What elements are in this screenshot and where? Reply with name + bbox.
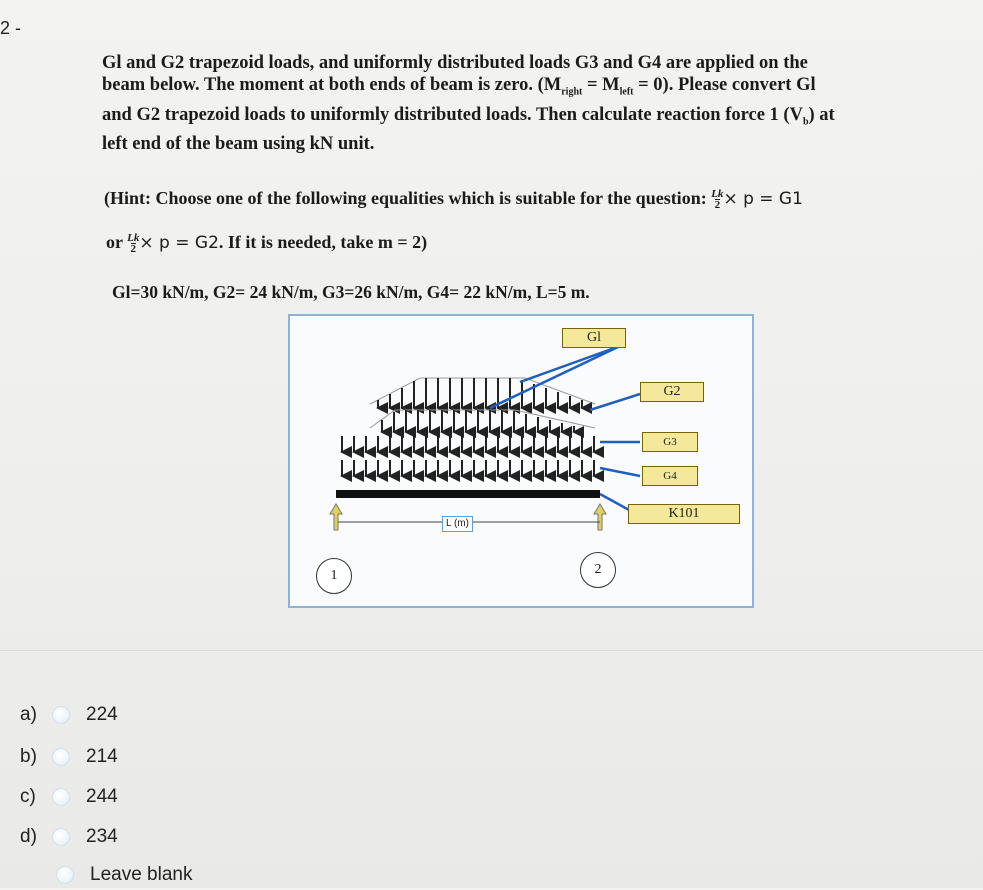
- radio-button[interactable]: [52, 828, 70, 846]
- question-number: 2 -: [0, 18, 22, 38]
- g3-load: [342, 436, 594, 452]
- question-line-1: Gl and G2 trapezoid loads, and uniformly distributed loads G3 and G4 are applied on the: [102, 53, 808, 73]
- beam-drawing: [290, 316, 752, 606]
- label-g2: G2: [640, 382, 704, 402]
- label-k101: K101: [628, 504, 740, 524]
- beam-diagram: [288, 314, 754, 608]
- radio-button[interactable]: [52, 706, 70, 724]
- g4-load: [342, 460, 594, 476]
- fraction: $\frac{Lk}{2}$: [711, 188, 724, 212]
- g1-load: [370, 378, 595, 408]
- given-values: Gl=30 kN/m, G2= 24 kN/m, G3=26 kN/m, G4= 22 kN/m, L=5 m.: [112, 282, 590, 302]
- hint-line-1: (Hint: Choose one of the following equalities which is suitable for the question: $\frac{Lk}{2}$ × p = G1: [104, 188, 803, 212]
- node-1: 1: [316, 558, 352, 594]
- question-line-3: and G2 trapezoid loads to uniformly distributed loads. Then calculate reaction force 1 $(V_b)$ at: [102, 104, 835, 128]
- label-g3: G3: [642, 432, 698, 452]
- radio-button[interactable]: [56, 866, 74, 884]
- radio-button[interactable]: [52, 788, 70, 806]
- hint-line-2: or $\frac{Lk}{2}$ × p = G2. If it is needed, take m = 2): [106, 232, 428, 256]
- question-line-2: beam below. The moment at both ends of beam is zero. $(M_{right} = M_{left} = 0)$. Please convert Gl: [102, 75, 816, 98]
- support-2: [594, 504, 606, 530]
- label-g4: G4: [642, 466, 698, 486]
- span-label: L (m): [442, 516, 473, 532]
- label-g1: Gl: [562, 328, 626, 348]
- radio-button[interactable]: [52, 748, 70, 766]
- node-2: 2: [580, 552, 616, 588]
- question-text: [102, 52, 922, 155]
- question-line-4: left end of the beam using kN unit.: [102, 134, 375, 155]
- support-1: [330, 504, 342, 530]
- g2-load: [370, 410, 595, 432]
- divider: [0, 650, 983, 651]
- fraction: $\frac{Lk}{2}$: [127, 232, 140, 256]
- beam: [336, 490, 600, 498]
